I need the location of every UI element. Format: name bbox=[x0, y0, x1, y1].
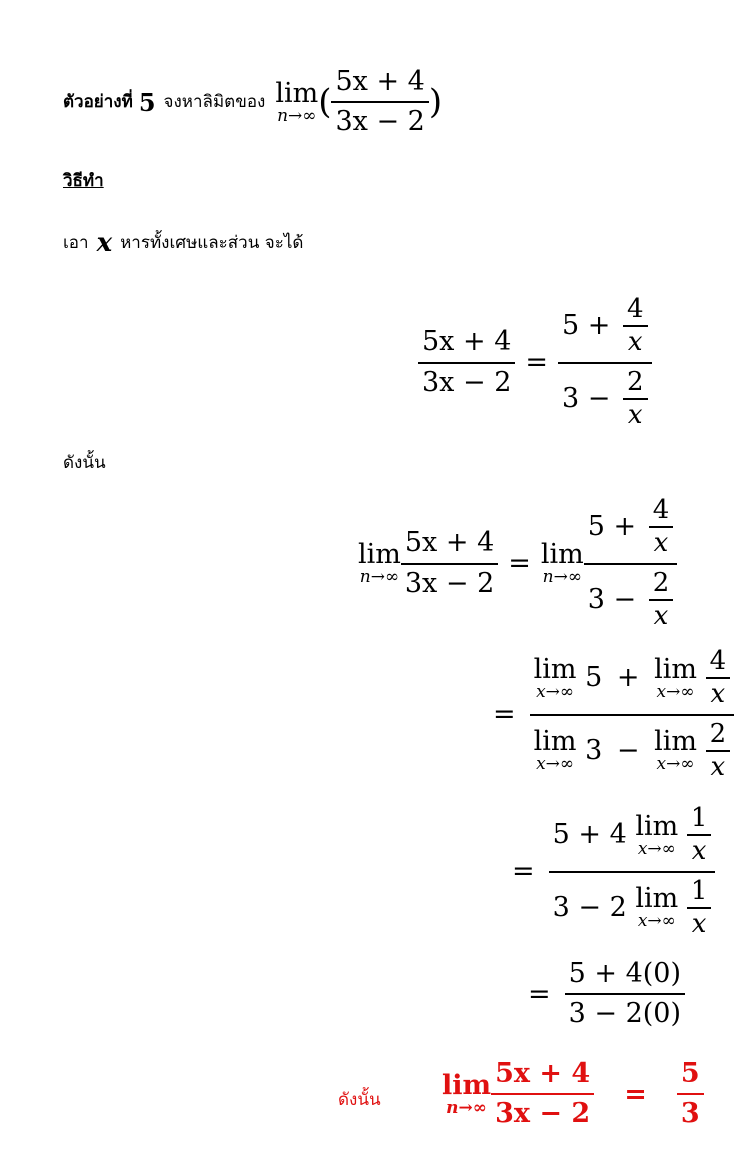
fraction-substituted: 5 + 4(0) 3 − 2(0) bbox=[565, 960, 685, 1029]
left-paren: ( bbox=[318, 82, 332, 123]
header-fraction: 5x + 4 3x − 2 bbox=[331, 68, 428, 137]
task-text: จงหาลิมิตของ bbox=[163, 91, 266, 112]
fraction-divided: 5 + $\frac{4}{x}$ 3 − $\frac{2}{x}$ bbox=[584, 497, 678, 630]
fraction-original: 5x + 4 3x − 2 bbox=[491, 1060, 594, 1129]
limit-operator: lim n→∞ bbox=[442, 1069, 492, 1118]
right-paren: ) bbox=[428, 82, 443, 123]
step-intro-pre: เอา bbox=[63, 232, 89, 253]
limit-operator: lim n→∞ bbox=[358, 539, 401, 588]
fraction-divided: 5 + $\frac{4}{x}$ 3 − $\frac{2}{x}$ bbox=[558, 296, 652, 429]
equals-sign: = bbox=[525, 347, 548, 379]
fraction-limit-laws: lim x→∞ 5 + lim x→∞ $\frac{4}{x}$ lim x→∞ 3 − lim x→∞ $\frac{2}{x}$ bbox=[530, 648, 734, 781]
answer-fraction: 5 3 bbox=[677, 1060, 704, 1129]
example-number: 5 bbox=[138, 87, 156, 117]
example-label: ตัวอย่างที่ bbox=[63, 91, 133, 112]
step-intro-post: หารทั้งเศษและส่วน จะได้ bbox=[120, 232, 304, 253]
step-intro bbox=[63, 228, 303, 258]
equals-sign: = bbox=[493, 699, 516, 731]
solution-heading: วิธีทำ bbox=[63, 171, 104, 191]
conclusion-label: ดังนั้น bbox=[338, 1090, 381, 1110]
fraction-original: 5x + 4 3x − 2 bbox=[418, 328, 515, 397]
example-header bbox=[63, 68, 442, 137]
limit-operator: lim n→∞ bbox=[275, 77, 319, 126]
equation-limit-laws bbox=[493, 648, 734, 781]
equation-substitution bbox=[528, 960, 685, 1029]
limit-operator: lim n→∞ bbox=[540, 539, 584, 588]
equals-sign: = bbox=[528, 978, 551, 1010]
equals-sign: = bbox=[624, 1078, 647, 1110]
equation-factored bbox=[512, 805, 715, 938]
equation-limit-divided bbox=[358, 497, 677, 630]
therefore-text: ดังนั้น bbox=[63, 453, 106, 473]
equals-sign: = bbox=[512, 856, 535, 888]
fraction-factored: 5 + 4 lim x→∞ $\frac{1}{x}$ 3 − 2 lim x→∞ $\frac{1}{x}$ bbox=[549, 805, 716, 938]
step-intro-var: x bbox=[96, 228, 113, 258]
equation-divide-by-x bbox=[418, 296, 652, 429]
fraction-original: 5x + 4 3x − 2 bbox=[401, 529, 498, 598]
final-answer bbox=[442, 1060, 704, 1129]
equals-sign: = bbox=[508, 548, 531, 580]
